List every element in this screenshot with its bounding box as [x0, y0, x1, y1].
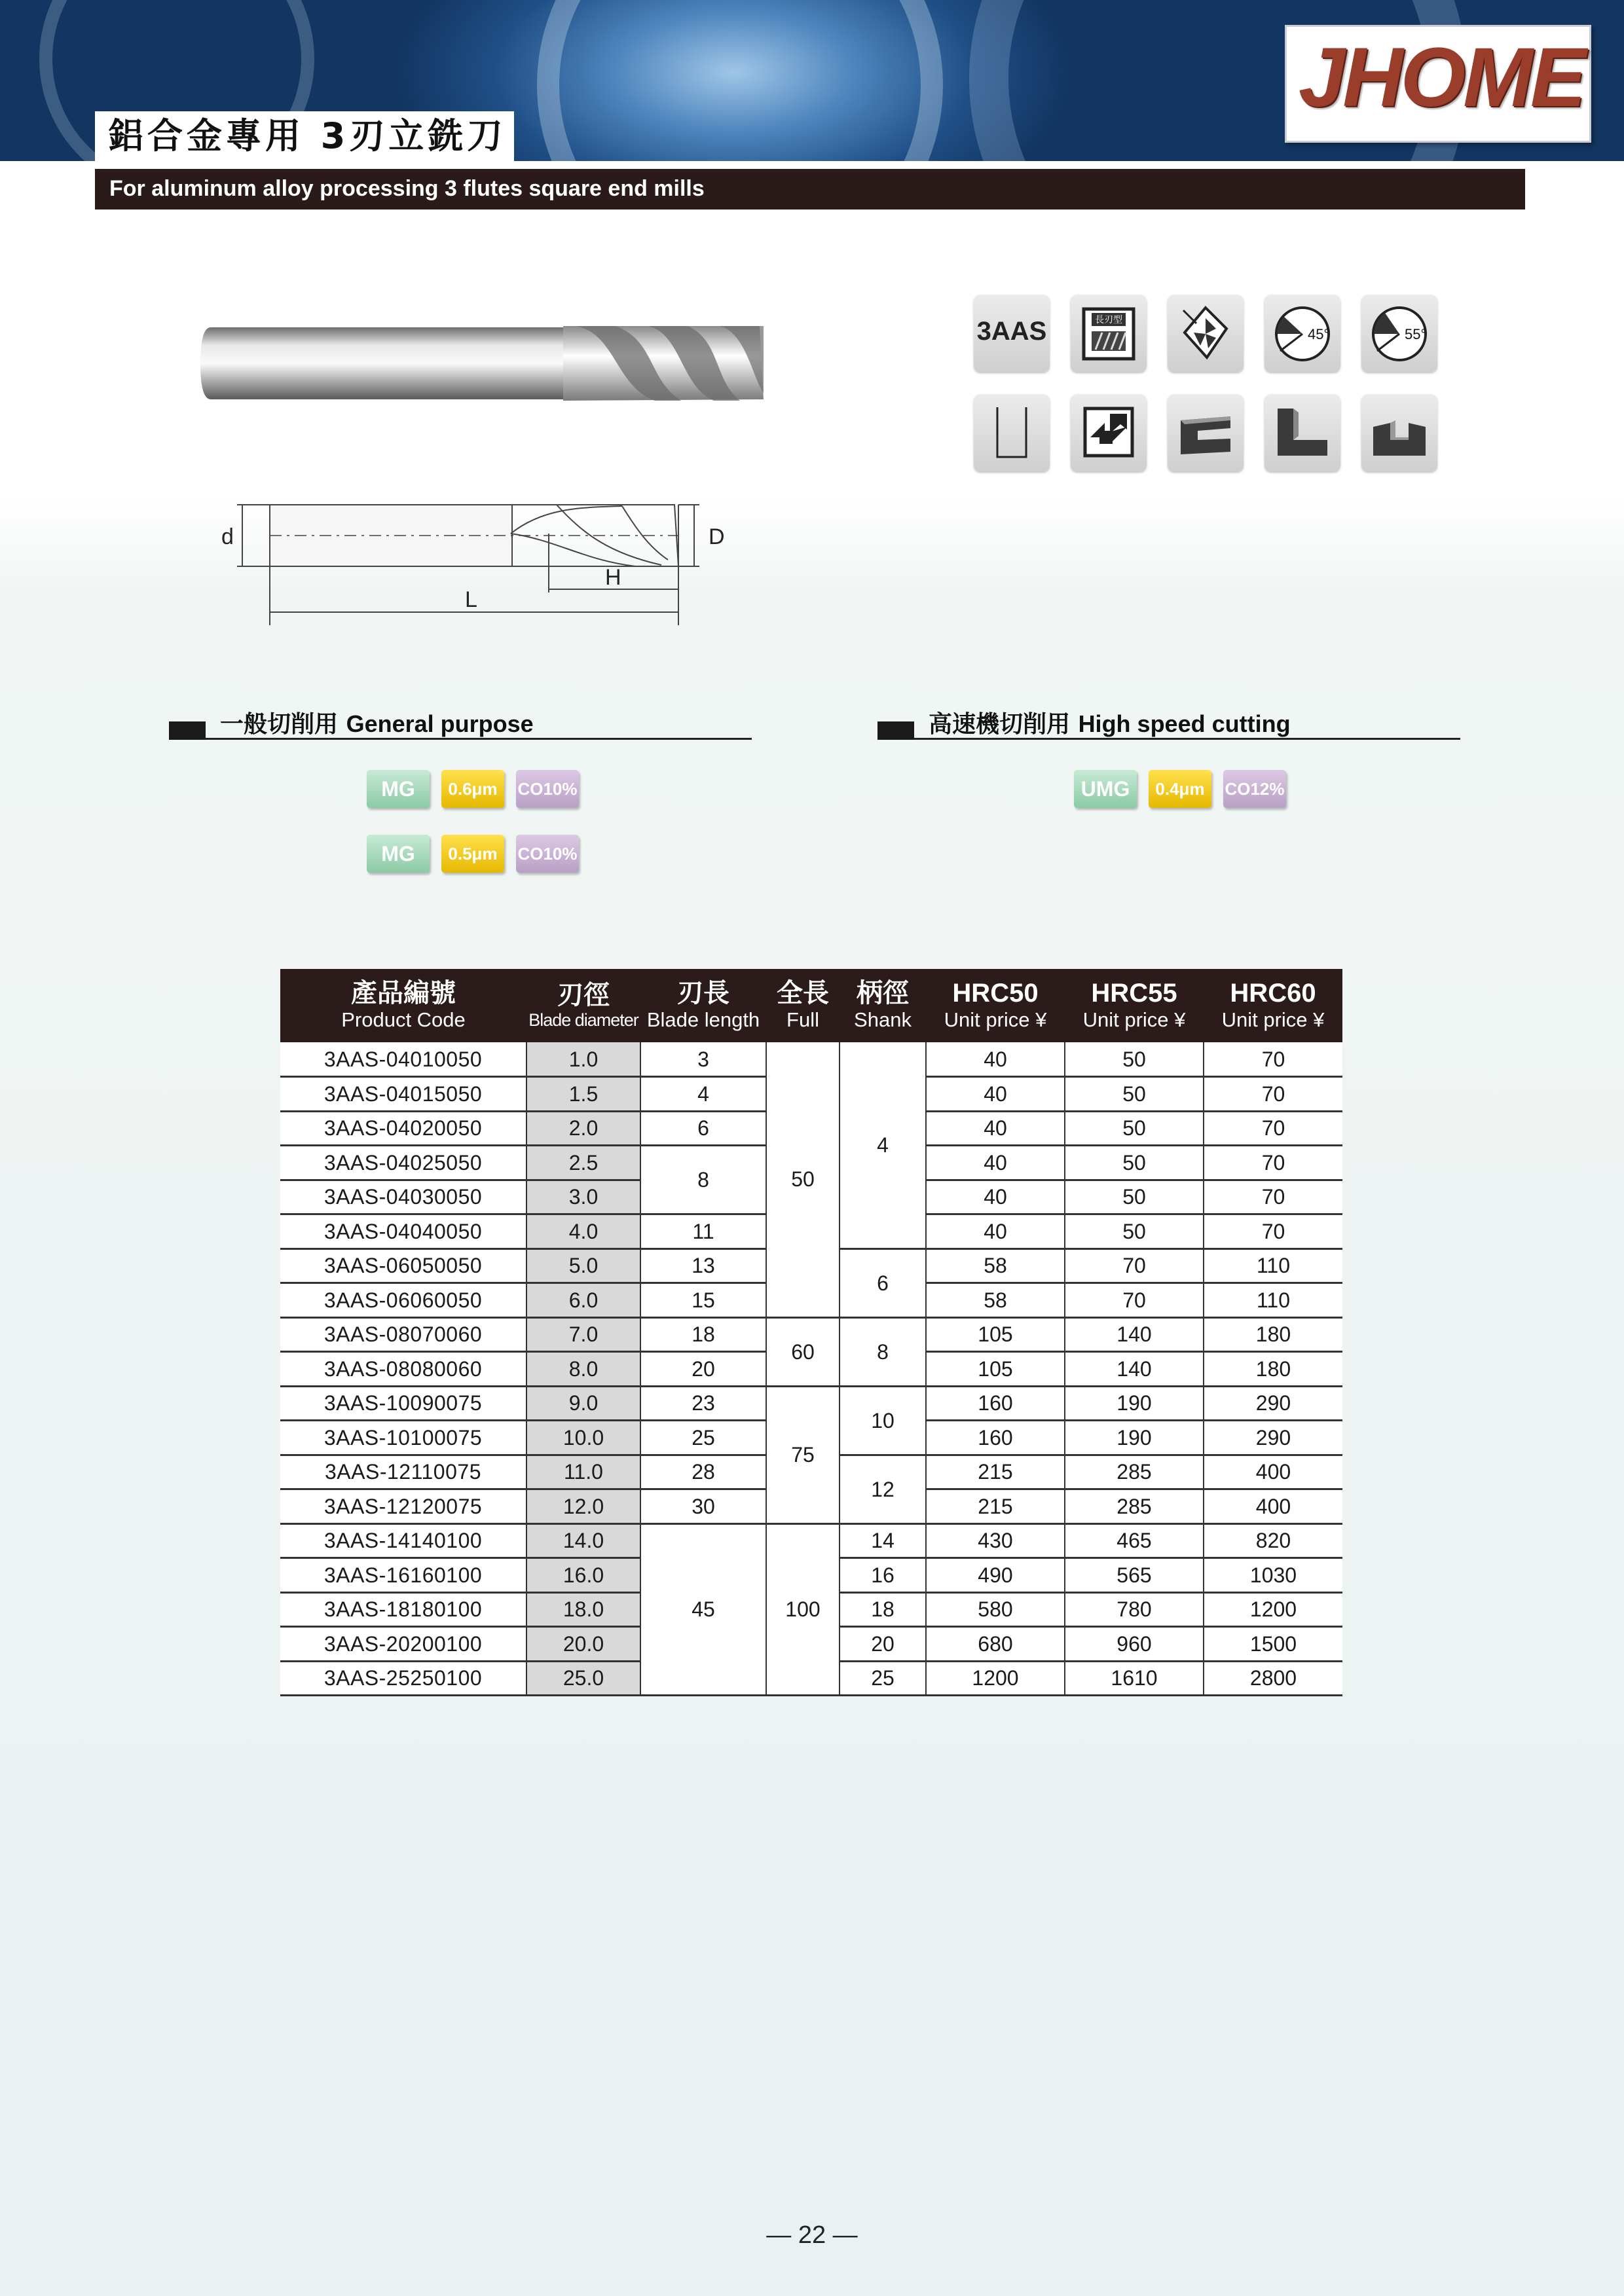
cell-price-hrc60: 70	[1204, 1180, 1342, 1214]
col-header-full: 全長 Full	[766, 969, 840, 1042]
brand-logo	[1285, 25, 1591, 143]
cell-full-length: 100	[766, 1523, 840, 1696]
grain-badge: 0.6μm	[441, 770, 504, 808]
cell-product-code: 3AAS-08080060	[280, 1352, 526, 1387]
cell-blade-diameter: 11.0	[526, 1455, 640, 1489]
cell-blade-diameter: 20.0	[526, 1627, 640, 1662]
cell-blade-length: 23	[640, 1386, 766, 1421]
cell-shank: 25	[840, 1661, 926, 1696]
cell-price-hrc60: 820	[1204, 1523, 1342, 1558]
cell-price-hrc50: 160	[926, 1421, 1065, 1455]
cell-full-length: 60	[766, 1317, 840, 1386]
cell-price-hrc55: 1610	[1065, 1661, 1204, 1696]
section-high-speed	[877, 707, 1460, 740]
section-general-purpose	[169, 707, 752, 740]
cell-price-hrc50: 40	[926, 1042, 1065, 1077]
cell-blade-diameter: 2.0	[526, 1111, 640, 1146]
cell-blade-length: 15	[640, 1283, 766, 1318]
cell-price-hrc60: 400	[1204, 1455, 1342, 1489]
helix-55-icon	[1361, 295, 1437, 372]
angle-55: 55°	[1405, 326, 1427, 342]
cell-blade-diameter: 1.0	[526, 1042, 640, 1077]
page-title-cn: 鋁合金專用 3刃立銑刀	[108, 115, 507, 156]
cell-price-hrc55: 50	[1065, 1146, 1204, 1180]
cell-price-hrc50: 40	[926, 1077, 1065, 1112]
cobalt-badge: CO12%	[1223, 770, 1286, 808]
cell-price-hrc55: 190	[1065, 1386, 1204, 1421]
cobalt-badge: CO10%	[516, 770, 579, 808]
long-blade-label: 長刃型	[1095, 315, 1122, 325]
cobalt-badge: CO10%	[516, 835, 579, 873]
cell-price-hrc60: 180	[1204, 1317, 1342, 1352]
cell-price-hrc55: 565	[1065, 1558, 1204, 1593]
cell-blade-length: 30	[640, 1489, 766, 1524]
cell-shank: 14	[840, 1523, 926, 1558]
cell-price-hrc50: 680	[926, 1627, 1065, 1662]
general-title-cn: 一般切削用	[220, 711, 339, 738]
cell-blade-diameter: 2.5	[526, 1146, 640, 1180]
cell-blade-length: 20	[640, 1352, 766, 1387]
cell-product-code: 3AAS-16160100	[280, 1558, 526, 1593]
cutting-direction-icon	[1071, 394, 1147, 471]
cell-product-code: 3AAS-04025050	[280, 1146, 526, 1180]
cell-price-hrc50: 490	[926, 1558, 1065, 1593]
cell-blade-diameter: 3.0	[526, 1180, 640, 1214]
cell-price-hrc60: 70	[1204, 1042, 1342, 1077]
cell-blade-length: 6	[640, 1111, 766, 1146]
cell-price-hrc60: 1200	[1204, 1592, 1342, 1627]
cell-blade-diameter: 1.5	[526, 1077, 640, 1112]
cell-shank: 12	[840, 1455, 926, 1523]
cell-product-code: 3AAS-12120075	[280, 1489, 526, 1524]
cell-price-hrc50: 105	[926, 1352, 1065, 1387]
cell-blade-diameter: 18.0	[526, 1592, 640, 1627]
cell-product-code: 3AAS-04020050	[280, 1111, 526, 1146]
cell-shank: 8	[840, 1317, 926, 1386]
col-header-hrc50: HRC50 Unit price ¥	[926, 969, 1065, 1042]
cell-price-hrc55: 50	[1065, 1077, 1204, 1112]
cell-shank: 16	[840, 1558, 926, 1593]
cell-shank: 18	[840, 1592, 926, 1627]
cell-product-code: 3AAS-08070060	[280, 1317, 526, 1352]
cell-price-hrc50: 160	[926, 1386, 1065, 1421]
cell-shank: 20	[840, 1627, 926, 1662]
cell-price-hrc60: 1500	[1204, 1627, 1342, 1662]
cell-blade-length: 8	[640, 1146, 766, 1214]
grain-badge: 0.5μm	[441, 835, 504, 873]
cell-product-code: 3AAS-14140100	[280, 1523, 526, 1558]
cell-product-code: 3AAS-04015050	[280, 1077, 526, 1112]
cell-product-code: 3AAS-04030050	[280, 1180, 526, 1214]
cell-blade-diameter: 4.0	[526, 1214, 640, 1249]
cell-blade-length: 13	[640, 1248, 766, 1283]
cell-blade-diameter: 25.0	[526, 1661, 640, 1696]
cell-product-code: 3AAS-20200100	[280, 1627, 526, 1662]
cell-price-hrc55: 780	[1065, 1592, 1204, 1627]
cell-blade-length: 3	[640, 1042, 766, 1077]
highspeed-title-en: High speed cutting	[1078, 710, 1291, 737]
series-code: 3AAS	[976, 317, 1047, 346]
table-row	[280, 1523, 1342, 1558]
cell-price-hrc50: 58	[926, 1248, 1065, 1283]
cell-price-hrc60: 110	[1204, 1248, 1342, 1283]
title-cn-box	[95, 111, 514, 162]
cell-full-length: 75	[766, 1386, 840, 1523]
cell-blade-length: 11	[640, 1214, 766, 1249]
cell-product-code: 3AAS-06060050	[280, 1283, 526, 1318]
col-header-shank: 柄徑 Shank	[840, 969, 926, 1042]
cell-price-hrc55: 190	[1065, 1421, 1204, 1455]
square-end-icon	[974, 394, 1050, 471]
angle-45: 45°	[1308, 326, 1330, 342]
product-price-table	[280, 969, 1342, 1696]
cell-price-hrc60: 70	[1204, 1111, 1342, 1146]
cell-price-hrc55: 50	[1065, 1180, 1204, 1214]
page-title-en: For aluminum alloy processing 3 flutes square end mills	[109, 176, 705, 201]
grade-badge: MG	[367, 835, 430, 873]
cell-price-hrc60: 70	[1204, 1214, 1342, 1249]
table-row	[280, 1317, 1342, 1352]
label-L: L	[465, 587, 477, 612]
cell-product-code: 3AAS-04010050	[280, 1042, 526, 1077]
cell-price-hrc50: 40	[926, 1214, 1065, 1249]
cell-blade-diameter: 8.0	[526, 1352, 640, 1387]
table-body	[280, 1042, 1342, 1696]
col-header-hrc55: HRC55 Unit price ¥	[1065, 969, 1204, 1042]
cell-product-code: 3AAS-12110075	[280, 1455, 526, 1489]
col-header-hrc60: HRC60 Unit price ¥	[1204, 969, 1342, 1042]
cell-blade-length: 28	[640, 1455, 766, 1489]
highspeed-title-cn: 高速機切削用	[929, 711, 1071, 738]
general-title-en: General purpose	[346, 710, 534, 737]
cell-price-hrc55: 70	[1065, 1283, 1204, 1318]
cell-blade-diameter: 10.0	[526, 1421, 640, 1455]
table-header-row	[280, 969, 1342, 1042]
cell-shank: 10	[840, 1386, 926, 1455]
cell-shank: 4	[840, 1042, 926, 1248]
cell-price-hrc55: 50	[1065, 1214, 1204, 1249]
cell-price-hrc55: 285	[1065, 1455, 1204, 1489]
cell-price-hrc55: 140	[1065, 1352, 1204, 1387]
cell-price-hrc60: 2800	[1204, 1661, 1342, 1696]
side-milling-icon	[1264, 394, 1340, 471]
cell-price-hrc60: 70	[1204, 1146, 1342, 1180]
logo-text: JHOME	[1299, 31, 1584, 124]
cell-price-hrc55: 285	[1065, 1489, 1204, 1524]
cell-price-hrc50: 580	[926, 1592, 1065, 1627]
cell-price-hrc55: 70	[1065, 1248, 1204, 1283]
col-header-diameter: 刃徑 Blade diameter	[526, 969, 640, 1042]
page-number: — 22 —	[766, 2221, 858, 2249]
label-D: D	[709, 524, 725, 549]
cell-blade-diameter: 5.0	[526, 1248, 640, 1283]
cell-price-hrc60: 290	[1204, 1386, 1342, 1421]
cell-price-hrc60: 110	[1204, 1283, 1342, 1318]
title-en-bar	[95, 169, 1525, 210]
cell-price-hrc50: 58	[926, 1283, 1065, 1318]
pocket-milling-icon	[1361, 394, 1437, 471]
cell-product-code: 3AAS-10100075	[280, 1421, 526, 1455]
cell-price-hrc60: 290	[1204, 1421, 1342, 1455]
cell-shank: 6	[840, 1248, 926, 1317]
long-blade-icon	[1071, 295, 1147, 372]
col-header-code: 產品編號 Product Code	[280, 969, 526, 1042]
cell-blade-length: 25	[640, 1421, 766, 1455]
cell-product-code: 3AAS-10090075	[280, 1386, 526, 1421]
cell-product-code: 3AAS-04040050	[280, 1214, 526, 1249]
cell-price-hrc50: 40	[926, 1111, 1065, 1146]
cell-price-hrc60: 180	[1204, 1352, 1342, 1387]
cell-product-code: 3AAS-25250100	[280, 1661, 526, 1696]
grade-badge: UMG	[1074, 770, 1137, 808]
cell-blade-diameter: 6.0	[526, 1283, 640, 1318]
cell-price-hrc50: 215	[926, 1455, 1065, 1489]
cell-price-hrc50: 430	[926, 1523, 1065, 1558]
col-header-length: 刃長 Blade length	[640, 969, 766, 1042]
label-H: H	[605, 565, 621, 590]
series-code-tile	[974, 295, 1050, 372]
cell-price-hrc50: 215	[926, 1489, 1065, 1524]
three-flute-icon	[1168, 295, 1244, 372]
cell-price-hrc55: 960	[1065, 1627, 1204, 1662]
grain-badge: 0.4μm	[1149, 770, 1211, 808]
cell-blade-length: 4	[640, 1077, 766, 1112]
cell-product-code: 3AAS-06050050	[280, 1248, 526, 1283]
end-mill-photo	[196, 308, 773, 422]
cell-price-hrc55: 50	[1065, 1111, 1204, 1146]
cell-blade-diameter: 12.0	[526, 1489, 640, 1524]
cell-blade-diameter: 16.0	[526, 1558, 640, 1593]
cell-price-hrc55: 140	[1065, 1317, 1204, 1352]
cell-price-hrc60: 1030	[1204, 1558, 1342, 1593]
dimension-diagram	[216, 494, 740, 628]
cell-blade-diameter: 9.0	[526, 1386, 640, 1421]
cell-price-hrc50: 40	[926, 1180, 1065, 1214]
cell-blade-length: 18	[640, 1317, 766, 1352]
slotting-icon	[1168, 394, 1244, 471]
cell-full-length: 50	[766, 1042, 840, 1317]
grade-badge: MG	[367, 770, 430, 808]
table-row	[280, 1042, 1342, 1077]
cell-price-hrc50: 40	[926, 1146, 1065, 1180]
helix-45-icon	[1264, 295, 1340, 372]
cell-blade-length: 45	[640, 1523, 766, 1696]
cell-product-code: 3AAS-18180100	[280, 1592, 526, 1627]
cell-price-hrc55: 465	[1065, 1523, 1204, 1558]
label-d: d	[221, 524, 234, 549]
table-row	[280, 1386, 1342, 1421]
cell-price-hrc60: 70	[1204, 1077, 1342, 1112]
cell-price-hrc55: 50	[1065, 1042, 1204, 1077]
cell-price-hrc60: 400	[1204, 1489, 1342, 1524]
cell-price-hrc50: 1200	[926, 1661, 1065, 1696]
cell-price-hrc50: 105	[926, 1317, 1065, 1352]
cell-blade-diameter: 14.0	[526, 1523, 640, 1558]
cell-blade-diameter: 7.0	[526, 1317, 640, 1352]
